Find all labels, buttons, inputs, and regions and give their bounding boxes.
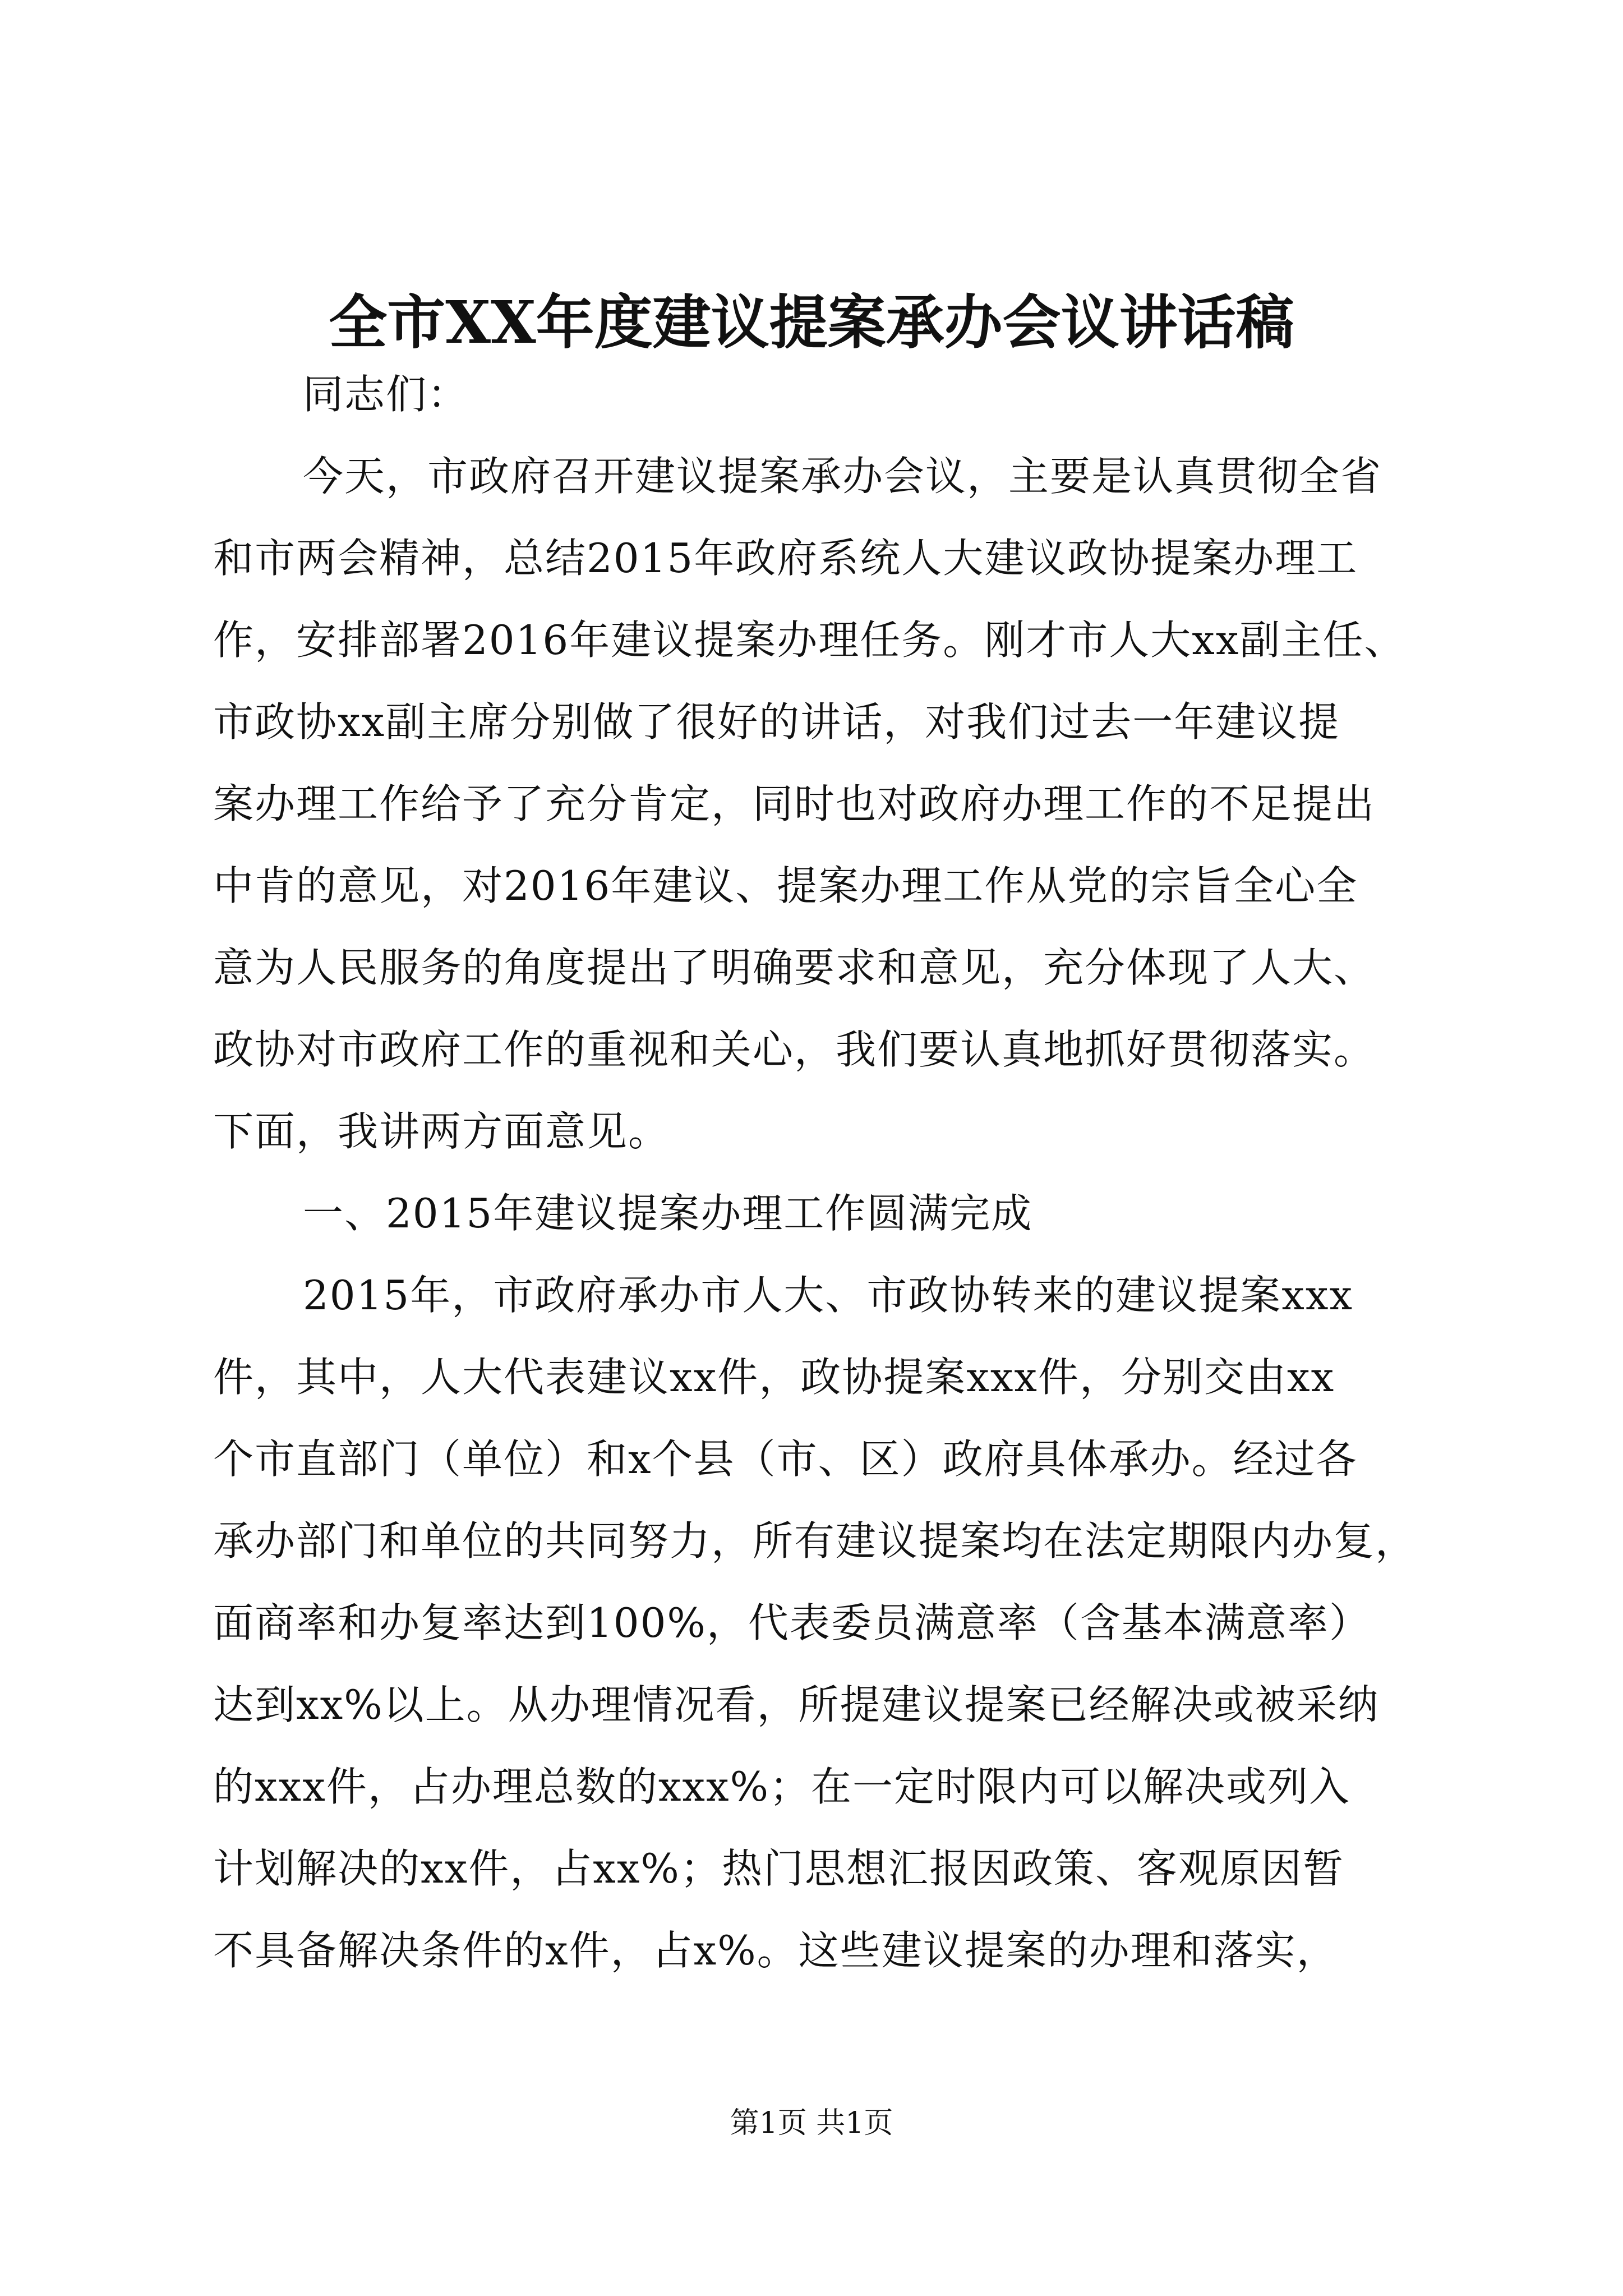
paragraph-line: 案办理工作给予了充分肯定，同时也对政府办理工作的不足提出 bbox=[213, 780, 1376, 827]
paragraph-line: 达到xx%以上。从办理情况看，所提建议提案已经解决或被采纳 bbox=[213, 1681, 1380, 1728]
paragraph-line: 市政协xx副主席分别做了很好的讲话，对我们过去一年建议提 bbox=[213, 698, 1340, 746]
paragraph-line: 2015年，市政府承办市人大、市政协转来的建议提案xxx bbox=[303, 1272, 1354, 1319]
document-body bbox=[213, 353, 1419, 1991]
section-heading: 一、2015年建议提案办理工作圆满完成 bbox=[303, 1190, 1033, 1237]
paragraph-line: 承办部门和单位的共同努力，所有建议提案均在法定期限内办复， bbox=[213, 1517, 1417, 1565]
paragraph-line: 和市两会精神，总结2015年政府系统人大建议政协提案办理工 bbox=[213, 535, 1358, 582]
paragraph-line: 件，其中，人大代表建议xx件，政协提案xxx件，分别交由xx bbox=[213, 1354, 1335, 1401]
paragraph-line: 政协对市政府工作的重视和关心，我们要认真地抓好贯彻落实。 bbox=[213, 1026, 1376, 1073]
paragraph-line: 下面，我讲两方面意见。 bbox=[213, 1108, 670, 1155]
paragraph-line: 面商率和办复率达到100%，代表委员满意率（含基本满意率） bbox=[213, 1599, 1371, 1646]
paragraph-line: 不具备解决条件的x件，占x%。这些建议提案的办理和落实， bbox=[213, 1927, 1338, 1974]
page-number-footer: 第1页 共1页 bbox=[730, 2106, 893, 2140]
paragraph-line: 今天，市政府召开建议提案承办会议，主要是认真贯彻全省 bbox=[303, 453, 1382, 500]
paragraph-line: 中肯的意见，对2016年建议、提案办理工作从党的宗旨全心全 bbox=[213, 862, 1358, 909]
paragraph-line: 意为人民服务的角度提出了明确要求和意见，充分体现了人大、 bbox=[213, 944, 1376, 991]
document-title: 全市XX年度建议提案承办会议讲话稿 bbox=[329, 288, 1294, 357]
paragraph-line: 个市直部门（单位）和x个县（市、区）政府具体承办。经过各 bbox=[213, 1435, 1358, 1483]
paragraph-line: 计划解决的xx件，占xx%；热门思想汇报因政策、客观原因暂 bbox=[213, 1845, 1344, 1892]
paragraph-line: 作，安排部署2016年建议提案办理任务。刚才市人大xx副主任、 bbox=[213, 616, 1406, 664]
salutation-line: 同志们： bbox=[303, 371, 469, 418]
paragraph-line: 的xxx件，占办理总数的xxx%；在一定时限内可以解决或列入 bbox=[213, 1763, 1351, 1810]
